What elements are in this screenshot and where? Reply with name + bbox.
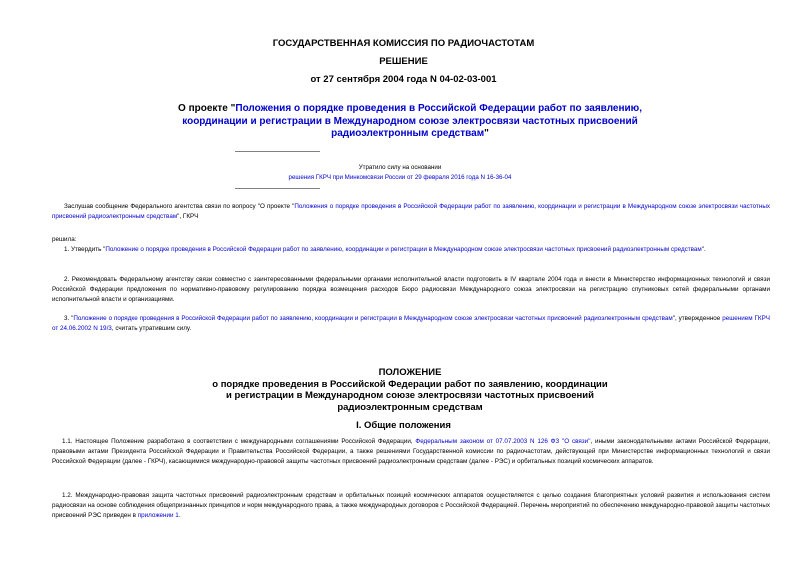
item-2-paragraph: 2. Рекомендовать Федеральному агентству связи совместно с заинтересованными федеральными органами исполнительной власти подготовить в IV квартале 2004 года и внести в Министерство информационных технологий и связи Российской Федерации предложения по нормативно-правовому регулированию порядка возмещения расходов Бюро радиосвязи Международного союза электросвязи на регистрацию спутниковых сетей федеральными органами исполнительной власти и организациями. [52,276,770,303]
item-3-text: 3. " [64,315,74,322]
clause-1-1-law-link[interactable]: Федеральным законом от 07.07.2003 N 126 ФЗ "О связи" [415,438,591,445]
clause-1-2-appendix-link[interactable]: приложении 1 [137,511,179,519]
item-3-text-end: , считать утратившим силу. [111,324,192,332]
regulation-subtitle-line-3: радиоэлектронным средствам [337,401,483,413]
decided-label: решила: [52,236,77,243]
commission-heading: ГОСУДАРСТВЕННАЯ КОМИССИЯ ПО РАДИОЧАСТОТАМ [272,38,535,49]
clause-1-1-paragraph [52,437,770,466]
regulation-heading [150,367,670,413]
section-title: I. Общие положения [356,420,451,431]
preamble-paragraph [52,202,770,222]
item-1-text-end: ". [701,246,706,253]
divider-bottom [235,188,320,189]
item-3-link[interactable]: Положение о порядке проведения в Российской Федерации работ по заявлению, координации и регистрации в Международном союзе электросвязи частотных присвоений радиоэлектронным средствам [73,315,673,322]
item-3-decision-link[interactable]: решением ГКРЧ от 24.06.2002 N 19/3 [52,315,770,332]
preamble-text: Заслушав сообщение Федерального агентства связи по вопросу "О проекте " [64,203,295,210]
document-type: РЕШЕНИЕ [379,56,428,67]
item-1-text: 1. Утвердить " [64,246,106,253]
clause-1-1-text: 1.1. Настоящее Положение разработано в соответствии с международными соглашениями Российской Федерации, [62,438,416,445]
clause-1-2-text-end: . [178,511,181,519]
clause-1-1-text-end: , иными законодательными актами Российской Федерации, правовыми актами Президента Российской Федерации и Правительства Российской Федерации, а также решениями Государственной комиссии по радиочастотам, действующей при Министерстве информационных технологий и связи Российской Федерации (далее - ГКРЧ), касающимися международно-правовой защиты частотных присвоений радиоэлектронным средствам (далее - РЭС) и орбитальных позиций космических аппаратов. [52,438,770,465]
item-1-link[interactable]: Положение о порядке проведения в Российской Федерации работ по заявлению, координации и регистрации в Международном союзе электросвязи частотных присвоений радиоэлектронным средствам [105,246,702,253]
divider-top [235,151,320,152]
item-3-paragraph [52,314,770,334]
document-subject [150,103,670,141]
subject-prefix: О проекте " [178,103,236,114]
status-note [250,163,550,183]
preamble-link[interactable]: Положения о порядке проведения в Российской Федерации работ по заявлению, координации и регистрации в Международном союзе электросвязи частотных присвоений радиоэлектронным средствам [52,203,771,220]
regulation-subtitle-line-2: и регистрации в Международном союзе электросвязи частотных присвоений [226,390,594,401]
clause-1-2-paragraph [52,491,770,520]
item-1-paragraph [52,245,770,255]
subject-link[interactable]: Положения о порядке проведения в Российской Федерации работ по заявлению, координации и регистрации в Международном союзе электросвязи частотных присвоений радиоэлектронным средствам [182,103,642,139]
preamble-text-end: ", ГКРЧ [177,212,199,220]
regulation-title: ПОЛОЖЕНИЕ [378,367,442,378]
clause-1-2-text: 1.2. Международно-правовая защита частотных присвоений радиоэлектронным средствам и орбитальных позиций космических аппаратов осуществляется с целью создания благоприятных условий развития и использования систем радиосвязи на основе соблюдения общепризнанных принципов и норм международного права, а также международных договоров с Российской Федерацией. Перечень мероприятий по обеспечению международно-правовой защиты частотных присвоений РЭС приведен в [52,492,770,519]
item-3-text-mid: ", утвержденное [672,315,723,322]
subject-suffix: " [484,128,489,139]
regulation-subtitle-line-1: о порядке проведения в Российской Федерации работ по заявлению, координации [212,378,608,390]
status-note-link[interactable]: решения ГКРЧ при Минкомсвязи России от 29 февраля 2016 года N 16-36-04 [288,174,512,181]
status-note-text: Утратило силу на основании [358,164,442,171]
document-date-number: от 27 сентября 2004 года N 04-02-03-001 [310,74,497,85]
